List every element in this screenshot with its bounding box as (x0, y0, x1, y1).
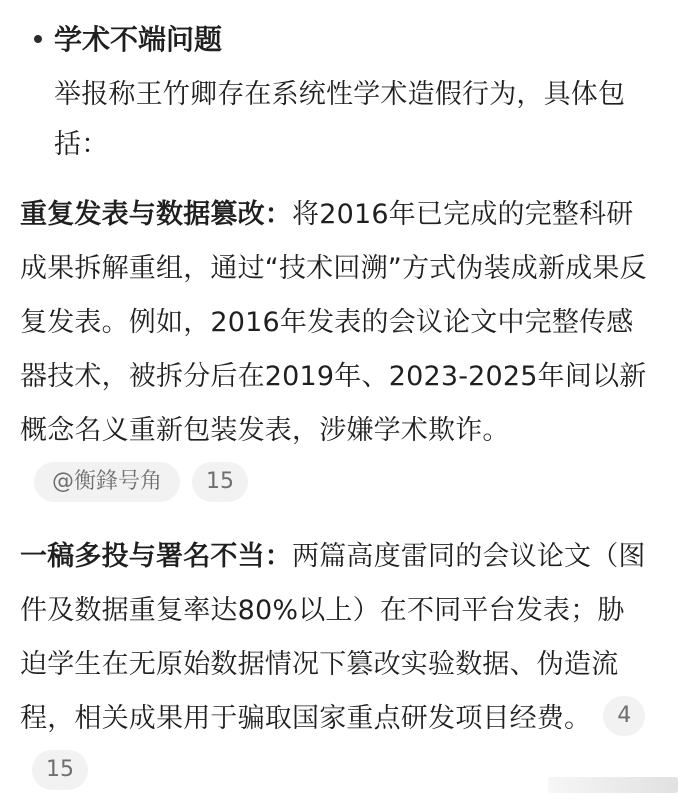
paragraph-multiple-submission (20, 530, 650, 800)
section-content (54, 18, 650, 170)
paragraph-text: 两篇高度雷同的会议论文（图件及数据重复率达80%以上）在不同平台发表；胁迫学生在无原始数据情况下篡改实验数据、伪造流程，相关成果用于骗取国家重点研发项目经费。 (20, 541, 646, 734)
bullet-dot (34, 35, 42, 43)
paragraph-label: 重复发表与数据篡改： (20, 199, 292, 230)
bullet-section (34, 18, 650, 170)
section-intro: 举报称王竹卿存在系统性学术造假行为，具体包括： (54, 79, 626, 160)
paragraph-text: 将2016年已完成的完整科研成果拆解重组，通过“技术回溯”方式伪装成新成果反复发表。例如，2016年发表的会议论文中完整传感器技术，被拆分后在2019年、2023-2025年间以新概念名义重新包装发表，涉嫌学术欺诈。 (20, 199, 647, 446)
source-chip[interactable]: @衡鋒号角 (34, 462, 180, 502)
count-chip[interactable]: 15 (192, 462, 248, 502)
watermark (548, 777, 678, 793)
count-chip[interactable]: 4 (603, 696, 645, 736)
paragraph-duplicate-publication (20, 188, 650, 512)
count-chip[interactable]: 15 (32, 750, 88, 790)
section-heading: 学术不端问题 (54, 23, 223, 56)
paragraph-label: 一稿多投与署名不当： (20, 541, 292, 572)
